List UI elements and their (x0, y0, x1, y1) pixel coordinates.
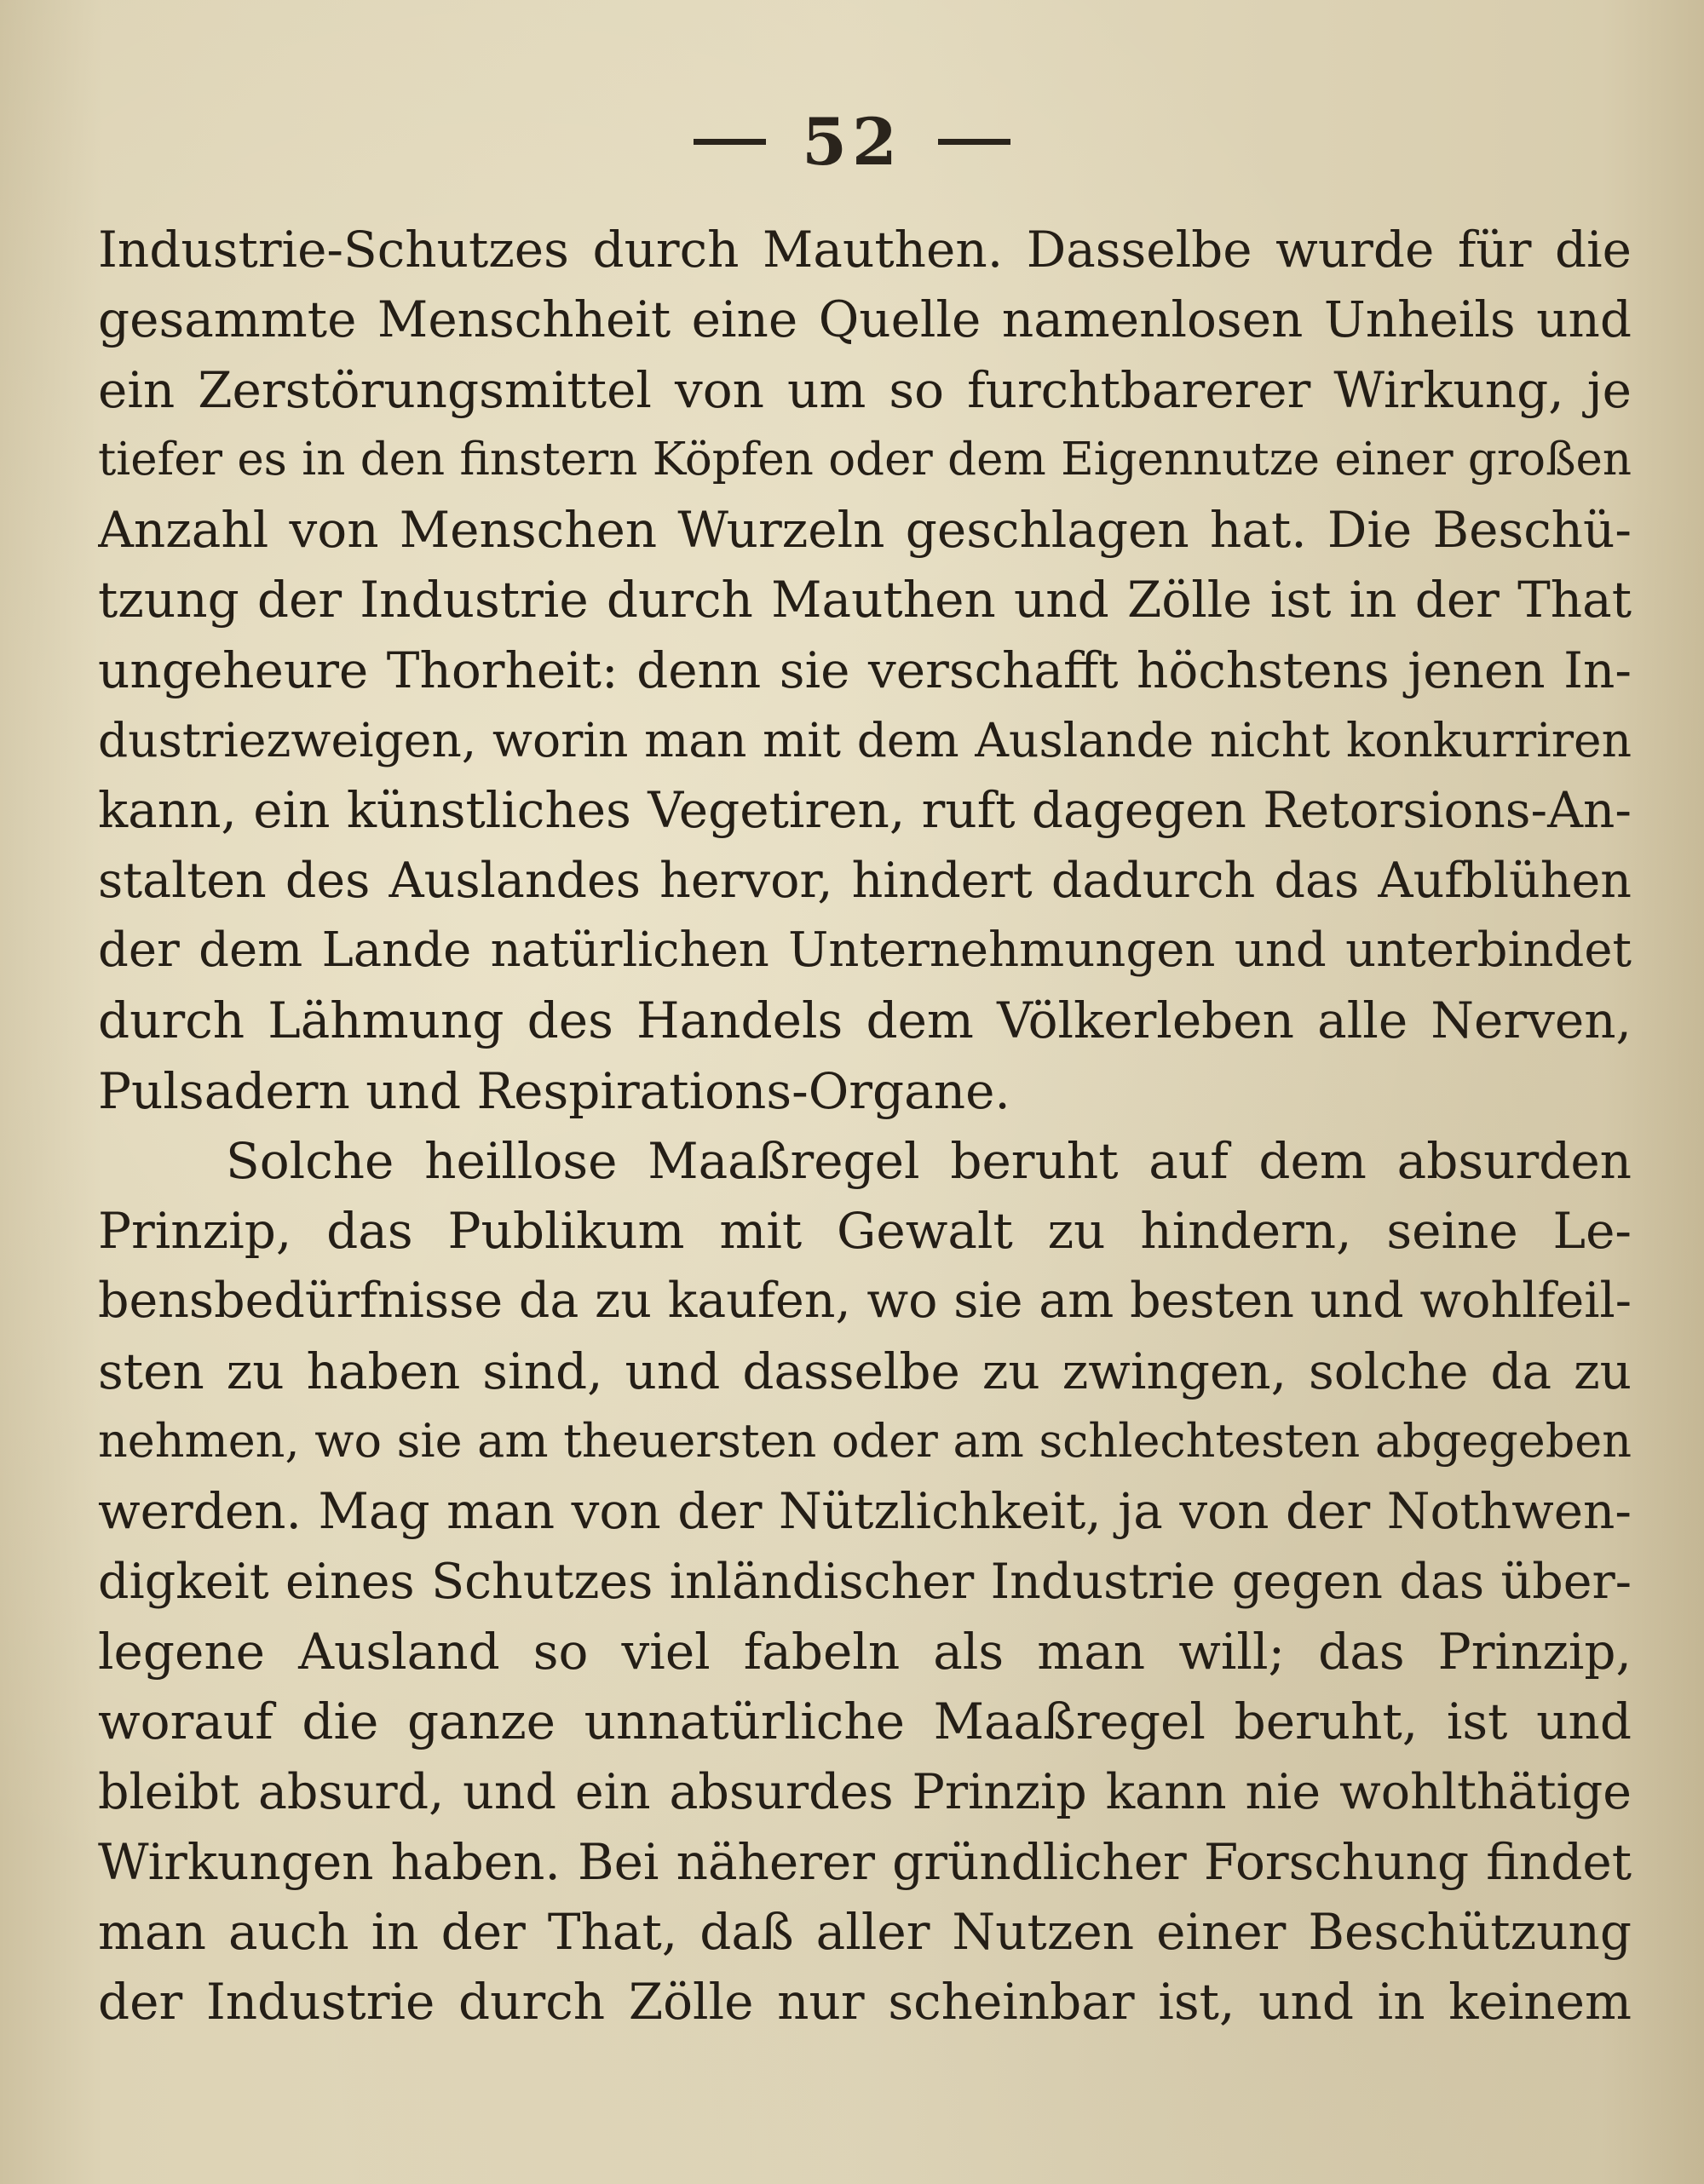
text-line: kann, ein künstliches Vegetiren, ruft dagegen Retorsions-An- (98, 781, 1632, 840)
text-line: nehmen, wo sie am theuersten oder am schlechtesten abgegeben (98, 1414, 1632, 1468)
text-line: man auch in der That, daß aller Nutzen einer Beschützung (98, 1903, 1632, 1962)
text-line: ungeheure Thorheit: denn sie verschafft höchstens jenen In- (98, 641, 1632, 699)
page-number: 52 (802, 103, 902, 180)
text-line: sten zu haben sind, und dasselbe zu zwingen, solche da zu (98, 1342, 1632, 1400)
text-line: stalten des Auslandes hervor, hindert dadurch das Aufblühen (98, 852, 1632, 909)
left-dash-ornament (694, 139, 766, 145)
text-line: digkeit eines Schutzes inländischer Industrie gegen das über- (98, 1553, 1632, 1610)
text-line: legene Ausland so viel fabeln als man will; das Prinzip, (98, 1622, 1632, 1681)
text-line: dustriezweigen, worin man mit dem Auslande nicht konkurriren (98, 713, 1632, 768)
text-line: Industrie-Schutzes durch Mauthen. Dasselbe wurde für die (98, 221, 1632, 279)
paragraph-start-line: Solche heillose Maaßregel beruht auf dem absurden (226, 1131, 1632, 1190)
page-number-header (0, 98, 1704, 180)
text-line: der Industrie durch Zölle nur scheinbar ist, und in keinem (98, 1973, 1632, 2032)
text-line: werden. Mag man von der Nützlichkeit, ja von der Nothwen- (98, 1482, 1632, 1541)
text-line: bensbedürfnisse da zu kaufen, wo sie am besten und wohlfeil- (98, 1273, 1632, 1330)
paragraph-end-line: Pulsadern und Respirations-Organe. (98, 1061, 1010, 1120)
text-line: worauf die ganze unnatürliche Maaßregel beruht, ist und (98, 1693, 1632, 1751)
right-dash-ornament (938, 139, 1010, 145)
text-line: der dem Lande natürlichen Unternehmungen und unterbindet (98, 922, 1632, 978)
text-line: Wirkungen haben. Bei näherer gründlicher Forschung findet (98, 1832, 1632, 1891)
text-line: Prinzip, das Publikum mit Gewalt zu hindern, seine Le- (98, 1202, 1632, 1261)
body-text (98, 215, 1632, 2037)
text-line: Anzahl von Menschen Wurzeln geschlagen hat. Die Beschü- (98, 501, 1632, 560)
text-line: ein Zerstörungsmittel von um so furchtbarerer Wirkung, je (98, 360, 1632, 419)
text-line: durch Lähmung des Handels dem Völkerleben alle Nerven, (98, 991, 1632, 1050)
text-line: tzung der Industrie durch Mauthen und Zölle ist in der That (98, 571, 1632, 629)
text-line: bleibt absurd, und ein absurdes Prinzip kann nie wohlthätige (98, 1763, 1632, 1820)
text-line: gesammte Menschheit eine Quelle namenlosen Unheils und (98, 290, 1632, 349)
text-line: tiefer es in den finstern Köpfen oder dem Eigennutze einer großen (98, 433, 1632, 486)
